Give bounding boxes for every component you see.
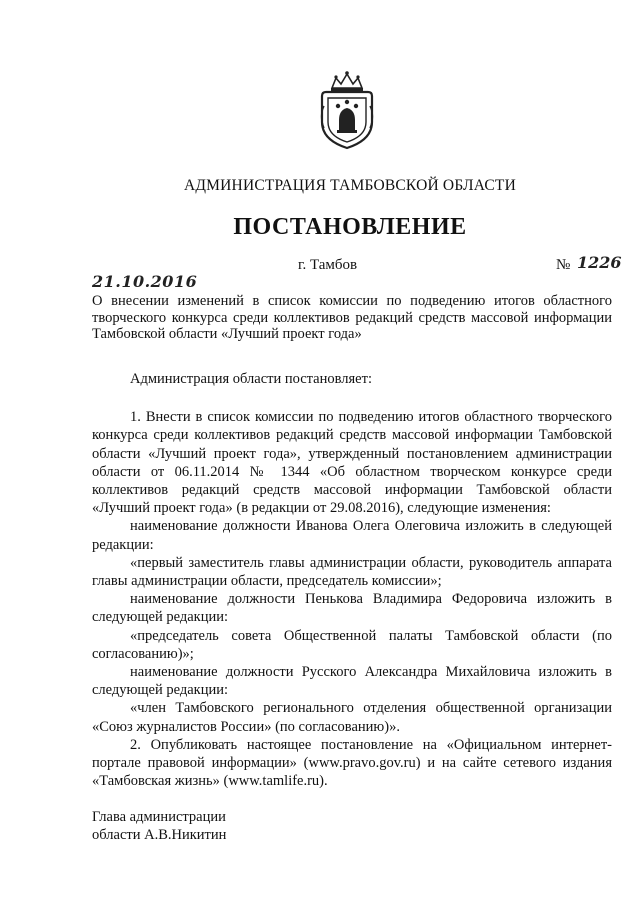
number-label: № [556, 257, 571, 273]
signature-title: Глава администрации [92, 809, 226, 825]
document-type: ПОСТАНОВЛЕНИЕ [233, 214, 467, 240]
organization-name: АДМИНИСТРАЦИЯ ТАМБОВСКОЙ ОБЛАСТИ [184, 177, 516, 194]
document-date: 21.10.2016 [92, 272, 198, 291]
document-body [92, 370, 612, 790]
city-label: г. Тамбов [298, 257, 358, 273]
document-subject: О внесении изменений в список комиссии по подведению итогов областного творческого конкурса среди коллективов редакций средств массовой информации Тамбовской области «Лучший проект года» [92, 293, 612, 342]
body-paragraph: «член Тамбовского регионального отделения общественной организации «Союз журналистов России» (по согласованию)». [92, 700, 612, 735]
body-paragraph: наименование должности Русского Александра Михайловича изложить в следующей редакции: [92, 664, 612, 699]
body-paragraph: наименование должности Иванова Олега Олеговича изложить в следующей редакции: [92, 518, 612, 553]
body-paragraph: 1. Внести в список комиссии по подведению итогов областного творческого конкурса среди коллективов редакций средств массовой информации Тамбовской области «Лучший проект года», утвержденный постановлением администрации области от 06.11.2014 № 1344 «Об областном творческом конкурсе среди коллективов редакций средств массовой информации Тамбовской области «Лучший проект года» (в редакции от 29.08.2016), следующие изменения: [92, 409, 612, 517]
body-paragraph: «председатель совета Общественной палаты Тамбовской области (по согласованию)»; [92, 627, 612, 662]
document-number: 1226 [577, 253, 622, 272]
signature-block [92, 808, 226, 844]
lead-paragraph: Администрация области постановляет: [130, 371, 372, 387]
body-paragraph: «первый заместитель главы администрации области, руководитель аппарата главы администрации области, председатель комиссии»; [92, 554, 612, 590]
body-paragraph: 2. Опубликовать настоящее постановление на «Официальном интернет-портале правовой информации» (www.pravo.gov.ru) и на сайте сетевого издания «Тамбовская жизнь» (www.tamlife.ru). [92, 736, 612, 790]
coat-of-arms-icon [316, 70, 378, 150]
body-paragraph: наименование должности Пенькова Владимира Федоровича изложить в следующей редакции: [92, 591, 612, 626]
signature-name: области А.В.Никитин [92, 827, 227, 843]
